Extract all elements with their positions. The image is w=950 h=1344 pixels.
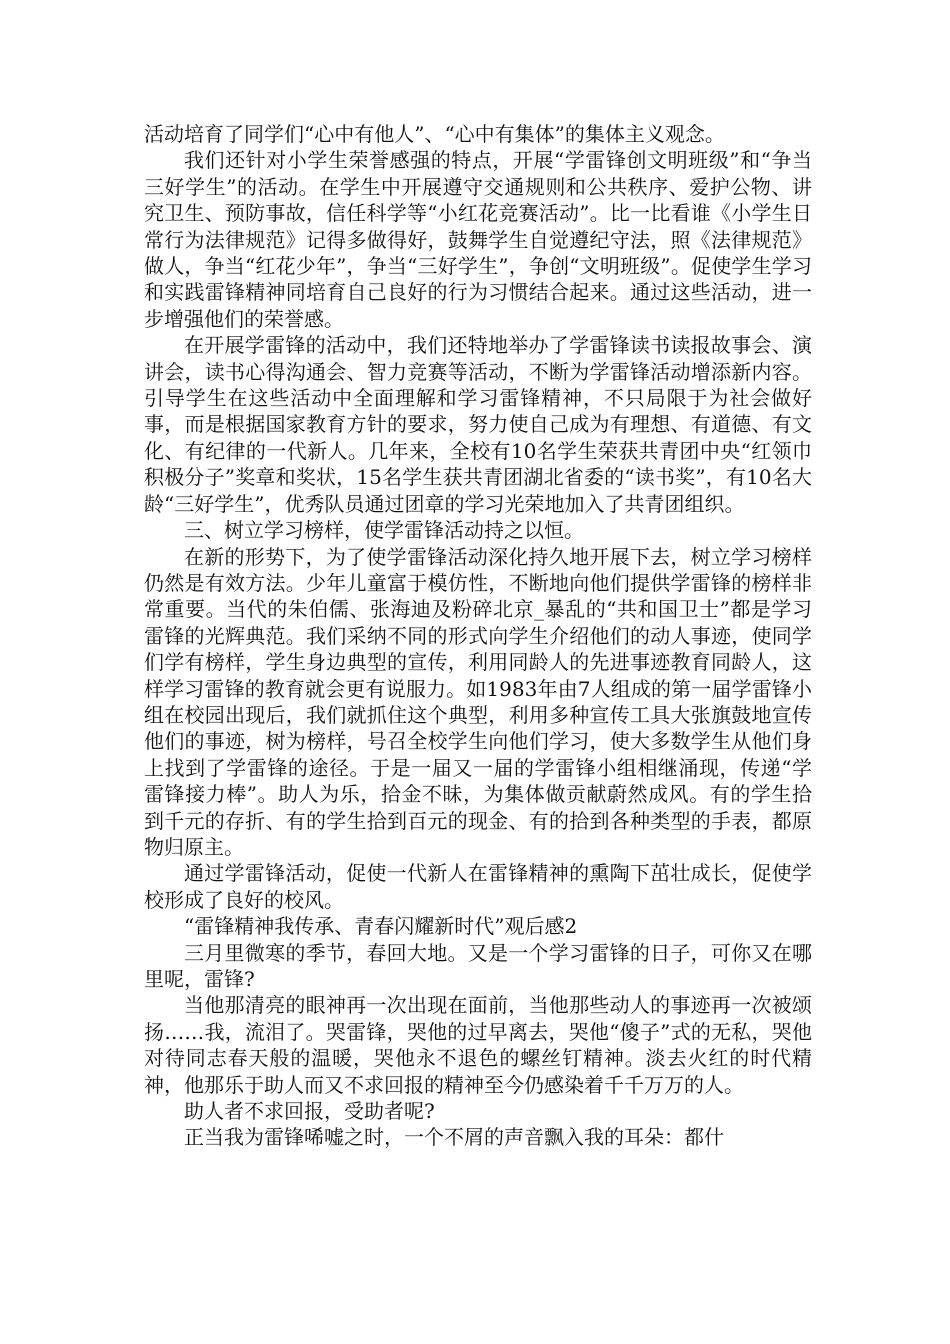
essay-title: “雷锋精神我传承、青春闪耀新时代”观后感2 [184,914,578,939]
section-heading-role-models: 三、树立学习榜样，使学雷锋活动持之以恒。 [184,518,584,543]
paragraph-honor-activities: 我们还针对小学生荣誉感强的特点，开展“学雷锋创文明班级”和“争当三好学生”的活动。在学生中开展遵守交通规则和公共秩序、爱护公物、讲究卫生、预防事故，信任科学等“小红花竞赛活动”。比一比看谁《小学生日常行为法律规范》记得多做得好，鼓舞学生自觉遵纪守法，照《法律规范》做人，争当“红花少年”，争当“三好学生”，争创“文明班级”。促使学生学习和实践雷锋精神同培育自己良好的行为习惯结合起来。通过这些活动，进一步增强他们的荣誉感。 [144,148,812,331]
paragraph-question: 助人者不求回报，受助者呢? [184,1099,435,1124]
paragraph-role-models: 在新的形势下，为了使学雷锋活动深化持久地开展下去，树立学习榜样仍然是有效方法。少年儿童富于模仿性，不断地向他们提供学雷锋的榜样非常重要。当代的朱伯儒、张海迪及粉碎北京_暴乱的“共和国卫士”都是学习雷锋的光辉典范。我们采纳不同的形式向学生介绍他们的动人事迹，使同学们学有榜样，学生身边典型的宣传，利用同龄人的先进事迹教育同龄人，这样学习雷锋的教育就会更有说服力。如1983年由7人组成的第一届学雷锋小组在校园出现后，我们就抓住这个典型，利用多种宣传工具大张旗鼓地宣传他们的事迹，树为榜样，号召全校学生向他们学习，使大多数学生从他们身上找到了学雷锋的途径。于是一届又一届的学雷锋小组相继涌现，传递“学雷锋接力棒”。助人为乐，拾金不昧，为集体做贡献蔚然成风。有的学生拾到千元的存折、有的学生拾到百元的现金、有的拾到各种类型的手表，都原物归原主。 [144,544,812,859]
paragraph-reading-activities: 在开展学雷锋的活动中，我们还特地举办了学雷锋读书读报故事会、演讲会，读书心得沟通会、智力竞赛等活动，不断为学雷锋活动增添新内容。引导学生在这些活动中全面理解和学习雷锋精神，不只局限于为社会做好事，而是根据国家教育方针的要求，努力使自己成为有理想、有道德、有文化、有纪律的一代新人。几年来，全校有10名学生荣获共青团中央“红领巾积极分子”奖章和奖状，15名学生获共青团湖北省委的“读书奖”，有10名大龄“三好学生”，优秀队员通过团章的学习光荣地加入了共青团组织。 [144,333,812,516]
document-page [144,121,812,1151]
paragraph-school-spirit: 通过学雷锋活动，促使一代新人在雷锋精神的熏陶下茁壮成长，促使学校形成了良好的校风。 [144,861,812,912]
paragraph-march: 三月里微寒的季节，春回大地。又是一个学习雷锋的日子，可你又在哪里呢，雷锋? [144,940,812,991]
paragraph-voice: 正当我为雷锋唏嘘之时，一个不屑的声音飘入我的耳朵：都什 [184,1125,724,1150]
paragraph-tears: 当他那清亮的眼神再一次出现在面前，当他那些动人的事迹再一次被颂扬……我，流泪了。哭雷锋，哭他的过早离去，哭他“傻子”式的无私，哭他对待同志春天般的温暖，哭他永不退色的螺丝钉精神。淡去火红的时代精神，他那乐于助人而又不求回报的精神至今仍感染着千千万万的人。 [144,993,812,1097]
paragraph-continued: 活动培育了同学们“心中有他人”、“心中有集体”的集体主义观念。 [144,122,725,146]
